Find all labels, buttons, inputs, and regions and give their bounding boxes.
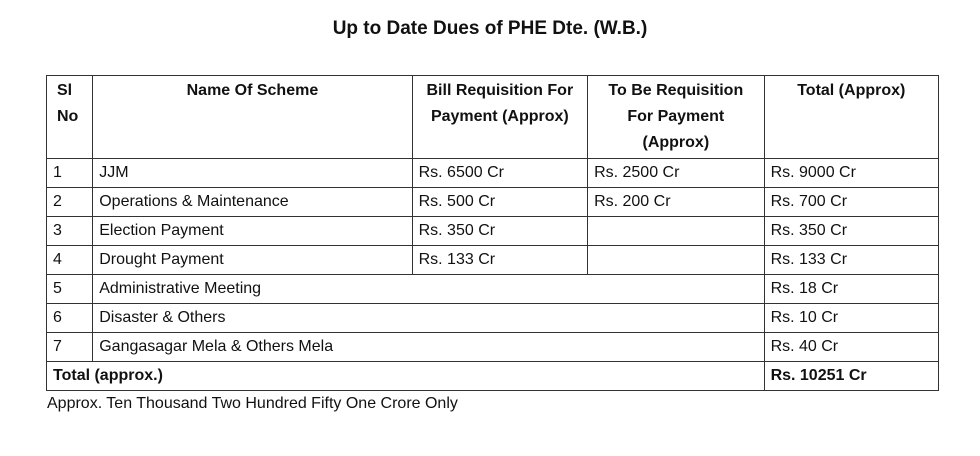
table-header-row bbox=[47, 76, 939, 159]
header-sl-line-2: No bbox=[57, 108, 79, 125]
cell-sl: 5 bbox=[47, 275, 93, 304]
header-to-be-requisition bbox=[588, 76, 765, 159]
cell-scheme-name: JJM bbox=[93, 159, 412, 188]
cell-total: Rs. 10 Cr bbox=[764, 304, 938, 333]
header-tobe-line-1: To Be Requisition bbox=[608, 82, 744, 99]
table-row bbox=[47, 304, 939, 333]
table-row bbox=[47, 275, 939, 304]
cell-total: Rs. 700 Cr bbox=[764, 188, 938, 217]
cell-sl: 1 bbox=[47, 159, 93, 188]
amount-in-words-note: Approx. Ten Thousand Two Hundred Fifty One Crore Only bbox=[47, 395, 458, 412]
total-row bbox=[47, 362, 939, 391]
total-value: Rs. 10251 Cr bbox=[764, 362, 938, 391]
cell-sl: 7 bbox=[47, 333, 93, 362]
header-tobe-line-2: For Payment bbox=[627, 108, 725, 125]
table-row bbox=[47, 159, 939, 188]
cell-total: Rs. 133 Cr bbox=[764, 246, 938, 275]
cell-sl: 3 bbox=[47, 217, 93, 246]
cell-to-be-requisition bbox=[588, 246, 765, 275]
total-label: Total (approx.) bbox=[47, 362, 765, 391]
cell-total: Rs. 9000 Cr bbox=[764, 159, 938, 188]
cell-bill-requisition: Rs. 350 Cr bbox=[412, 217, 587, 246]
cell-sl: 2 bbox=[47, 188, 93, 217]
cell-bill-requisition: Rs. 133 Cr bbox=[412, 246, 587, 275]
table-row bbox=[47, 188, 939, 217]
header-total: Total (Approx) bbox=[764, 76, 938, 159]
cell-scheme-name: Election Payment bbox=[93, 217, 412, 246]
cell-to-be-requisition: Rs. 2500 Cr bbox=[588, 159, 765, 188]
header-sl-line-1: Sl bbox=[57, 82, 73, 99]
table-row bbox=[47, 246, 939, 275]
header-bill-line-1: Bill Requisition For bbox=[426, 82, 574, 99]
header-sl-no bbox=[47, 76, 93, 159]
table-row bbox=[47, 333, 939, 362]
header-bill-line-2: Payment (Approx) bbox=[430, 108, 569, 125]
header-tobe-line-3: (Approx) bbox=[642, 134, 710, 151]
cell-scheme-name: Gangasagar Mela & Others Mela bbox=[93, 333, 764, 362]
cell-scheme-name: Operations & Maintenance bbox=[93, 188, 412, 217]
header-name-of-scheme: Name Of Scheme bbox=[93, 76, 412, 159]
cell-total: Rs. 40 Cr bbox=[764, 333, 938, 362]
cell-total: Rs. 18 Cr bbox=[764, 275, 938, 304]
cell-sl: 6 bbox=[47, 304, 93, 333]
cell-scheme-name: Drought Payment bbox=[93, 246, 412, 275]
header-bill-requisition bbox=[412, 76, 587, 159]
cell-total: Rs. 350 Cr bbox=[764, 217, 938, 246]
cell-bill-requisition: Rs. 500 Cr bbox=[412, 188, 587, 217]
table-row bbox=[47, 217, 939, 246]
cell-scheme-name: Disaster & Others bbox=[93, 304, 764, 333]
cell-to-be-requisition: Rs. 200 Cr bbox=[588, 188, 765, 217]
cell-scheme-name: Administrative Meeting bbox=[93, 275, 764, 304]
document-title: Up to Date Dues of PHE Dte. (W.B.) bbox=[332, 18, 648, 39]
cell-to-be-requisition bbox=[588, 217, 765, 246]
dues-table bbox=[46, 75, 939, 391]
cell-sl: 4 bbox=[47, 246, 93, 275]
cell-bill-requisition: Rs. 6500 Cr bbox=[412, 159, 587, 188]
